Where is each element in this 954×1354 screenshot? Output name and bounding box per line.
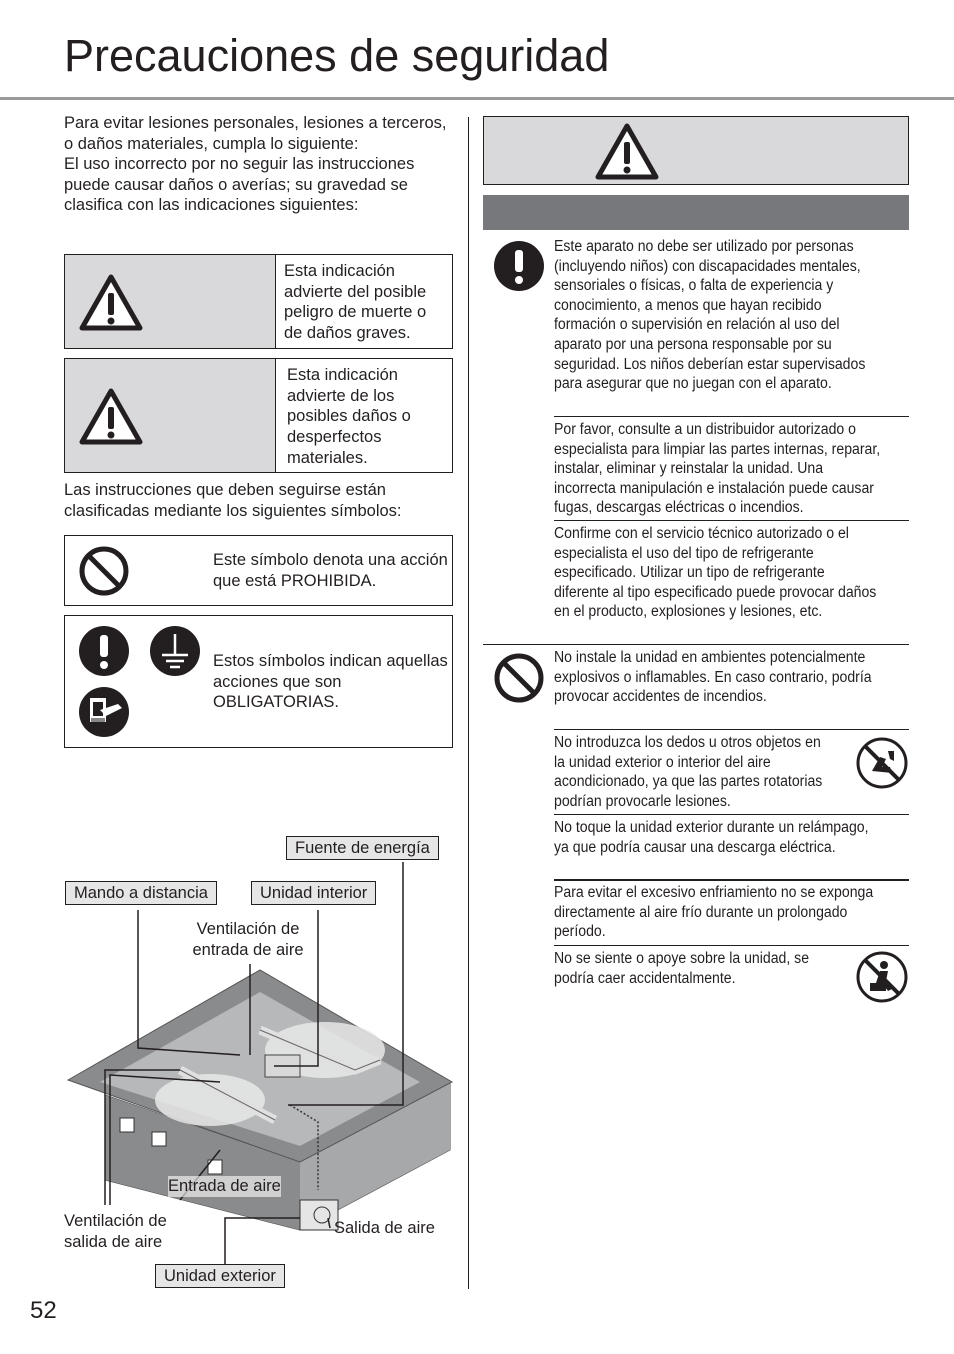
severity-label-area <box>65 255 276 348</box>
warning-item-2: Por favor, consulte a un distribuidor autorizado o especialista para limpiar las partes internas, reparar, instalar, eliminar y reinstalar la unidad. Una incorrecta manipulación e instalación puede causar fugas, descargas eléctricas o incendios. <box>554 421 881 517</box>
item-separator <box>554 879 909 881</box>
item-separator <box>554 729 909 730</box>
severity-text-warning: Esta indicación advierte del posible peligro de muerte o de daños graves. <box>284 262 427 343</box>
prohibited-icon <box>493 652 545 704</box>
mandatory-text: Estos símbolos indican aquellas acciones que son OBLIGATORIAS. <box>213 652 448 712</box>
item-separator <box>554 520 909 521</box>
caution-triangle-icon <box>78 387 144 447</box>
intro-paragraph-1: Para evitar lesiones personales, lesiones a terceros, o daños materiales, cumpla lo siguiente: <box>64 114 447 153</box>
prohibited-item-4: Para evitar el excesivo enfriamiento no se exponga directamente al aire frío durante un prolongado período. <box>554 884 874 941</box>
symbols-intro: Las instrucciones que deben seguirse están clasificadas mediante los siguientes símbolos: <box>64 481 402 520</box>
prohibited-text: Este símbolo denota una acción que está PROHIBIDA. <box>213 551 448 590</box>
warning-header <box>483 116 909 185</box>
title-divider <box>0 97 954 100</box>
intro-paragraph-2: El uso incorrecto por no seguir las instrucciones puede causar daños o averías; su gravedad se clasifica con las indicaciones siguientes: <box>64 155 415 214</box>
mandatory-symbol-box <box>64 615 453 748</box>
prohibited-symbol-box <box>64 535 453 606</box>
label-power-source: Fuente de energía <box>286 836 439 860</box>
severity-label-area <box>65 359 276 472</box>
severity-box-caution <box>64 358 453 473</box>
item-separator <box>554 416 909 417</box>
label-air-inlet: Entrada de aire <box>168 1177 281 1195</box>
warning-subheader-bar <box>483 195 909 230</box>
label-air-outlet: Salida de aire <box>334 1219 435 1237</box>
page-title: Precauciones de seguridad <box>64 30 610 81</box>
prohibited-icon <box>78 545 130 597</box>
intro-text <box>64 113 459 216</box>
page-number: 52 <box>30 1297 57 1324</box>
warning-triangle-icon <box>594 122 660 182</box>
label-air-outlet-vent: Ventilación de salida de aire <box>64 1212 167 1251</box>
no-fingers-icon <box>856 737 908 789</box>
warning-item-3: Confirme con el servicio técnico autorizado o el especialista el uso del tipo de refrigerante especificado. Utilizar un tipo de refrigerante diferente al tipo especificado puede provocar daños en el producto, explosiones y lesiones, etc. <box>554 525 877 621</box>
ground-earth-icon <box>149 625 201 677</box>
item-separator <box>554 945 909 946</box>
column-divider <box>468 117 469 1289</box>
prohibited-item-1: No instale la unidad en ambientes potencialmente explosivos o inflamables. En caso contrario, podría provocar accidentes de incendios. <box>554 649 872 706</box>
severity-box-warning <box>64 254 453 349</box>
warning-triangle-icon <box>78 273 144 333</box>
label-remote-control: Mando a distancia <box>65 881 217 905</box>
mandatory-exclamation-icon <box>78 625 130 677</box>
prohibited-item-3: No toque la unidad exterior durante un relámpago, ya que podría causar una descarga eléctrica. <box>554 819 869 856</box>
no-sitting-icon <box>856 951 908 1003</box>
label-indoor-unit: Unidad interior <box>251 881 376 905</box>
prohibited-item-2: No introduzca los dedos u otros objetos en la unidad exterior o interior del aire acondicionado, ya que las partes rotatorias podrían provocarle lesiones. <box>554 734 823 810</box>
item-separator <box>554 814 909 815</box>
warning-item-1: Este aparato no debe ser utilizado por personas (incluyendo niños) con discapacidades mentales, sensoriales o físicas, o falta de experiencia y conocimiento, a menos que hayan recibido formación o supervisión en relación al uso del aparato por una persona responsable por su seguridad. Los niños deberían estar supervisados para asegurar que no juegan con el aparato. <box>554 238 866 393</box>
prohibited-item-5: No se siente o apoye sobre la unidad, se podría caer accidentalmente. <box>554 950 810 987</box>
label-air-intake-vent: Ventilación de entrada de aire <box>192 920 304 959</box>
label-outdoor-unit: Unidad exterior <box>155 1264 285 1288</box>
section-separator <box>483 644 909 645</box>
unplug-icon <box>78 686 130 738</box>
severity-text-caution: Esta indicación advierte de los posibles daños o desperfectos materiales. <box>287 366 411 467</box>
mandatory-exclamation-icon <box>493 240 545 292</box>
